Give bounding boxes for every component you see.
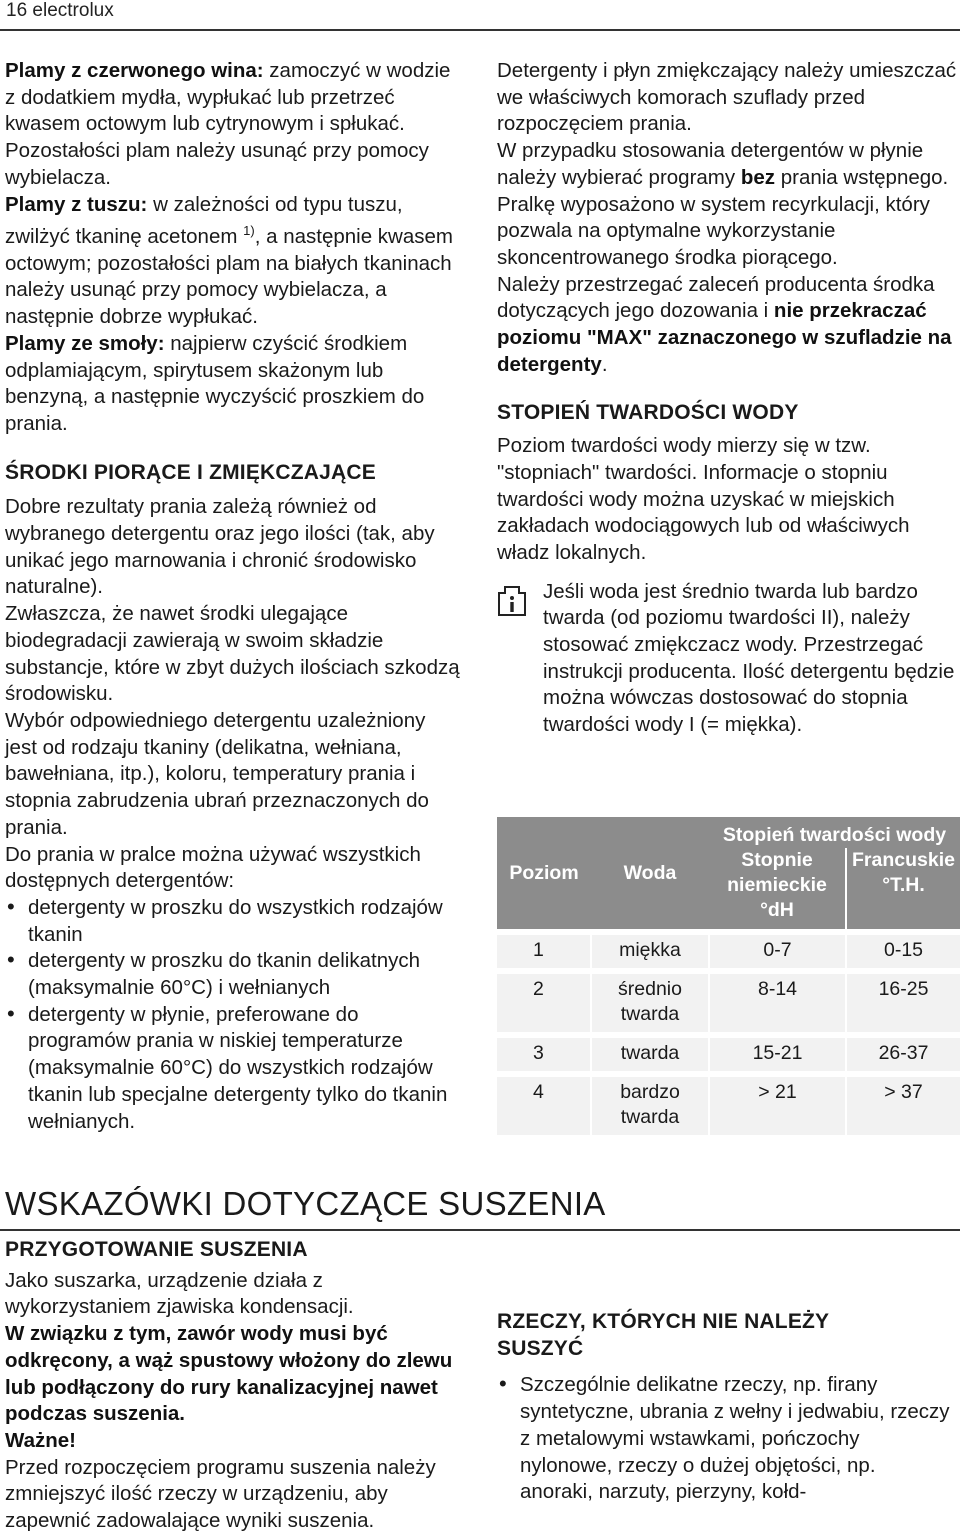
left-column	[5, 58, 460, 1135]
continuation-spacer	[497, 1237, 952, 1293]
table-cell: bardzo twarda	[591, 1074, 709, 1135]
table-header-group: Stopień twardości wody	[709, 817, 960, 848]
section-title-hardness: STOPIEŃ TWARDOŚCI WODY	[497, 401, 799, 425]
section-title-detergents: ŚRODKI PIORĄCE I ZMIĘKCZAJĄCE	[5, 460, 376, 484]
right-column	[497, 58, 960, 739]
page-number: 16	[6, 0, 28, 21]
paragraph-recirculation: Pralkę wyposażono w system recyrkulacji, który pozwala na optymalne wykorzystanie skoncentrowanego środka piorącego.	[497, 192, 930, 269]
paragraph-detergents-2: Zwłaszcza, że nawet środki ulegające biodegradacji zawierają w swoim składzie substancje, które w zbyt dużych ilościach szkodzą środowisku.	[5, 602, 460, 706]
do-not-dry-list	[497, 1372, 952, 1506]
info-icon	[497, 585, 527, 617]
paragraph-wine: Plamy z czerwonego wina: zamoczyć w wodzie z dodatkiem mydła, wypłukać lub przetrzeć kwasem octowym lub cytrynowym i spłukać. Pozostałości plam należy usunąć przy pomocy wybielacza.	[5, 59, 451, 189]
subsection-title-preparation: PRZYGOTOWANIE SUSZENIA	[5, 1238, 308, 1261]
table-row	[497, 1035, 960, 1074]
paragraph-detergents-4: Do prania w pralce można używać wszystkich dostępnych detergentów:	[5, 842, 421, 893]
paragraph-condensation: Jako suszarka, urządzenie działa z wykorzystaniem zjawiska kondensacji.	[5, 1268, 354, 1319]
list-item: • detergenty w proszku do tkanin delikatnych (maksymalnie 60°C) i wełnianych	[5, 948, 460, 1001]
table-cell: 0-15	[846, 932, 960, 971]
table-cell: 0-7	[709, 932, 846, 971]
table-cell: 4	[497, 1074, 591, 1135]
list-item: • detergenty w płynie, preferowane do programów prania w niskiej temperaturze (maksymalnie 60°C) do wszystkich rodzajów tkanin lub specjalne detergenty tylko do tkanin wełnianych.	[5, 1002, 460, 1136]
table-header-poziom: Poziom	[497, 817, 591, 932]
paragraph-detergents-1: Dobre rezultaty prania zależą również od wybranego detergentu oraz jego ilości (tak, aby unikać jego marnowania i chronić środowisko naturalne).	[5, 495, 435, 599]
table-row	[497, 1074, 960, 1135]
table-cell: miękka	[591, 932, 709, 971]
table-cell: 26-37	[846, 1035, 960, 1074]
paragraph-dispenser: Detergenty i płyn zmiękczający należy umieszczać we właściwych komorach szuflady przed rozpoczęciem prania.	[497, 59, 957, 136]
drying-right-column	[497, 1237, 952, 1506]
table-cell: twarda	[591, 1035, 709, 1074]
table-row	[497, 971, 960, 1035]
paragraph-tar: Plamy ze smoły: najpierw czyścić środkiem odplamiającym, spirytusem skażonym lub benzyną, a następnie wyczyścić proszkiem do prania.	[5, 331, 425, 435]
paragraph-ink: Plamy z tuszu: w zależności od typu tuszu, zwilżyć tkaninę acetonem $^{1)}$, a następnie kwasem octowym; pozostałości plam na białych tkaninach należy usunąć przy pomocy wybielacza, a następnie dobrze wypłukać.	[5, 192, 453, 329]
table-cell: > 21	[709, 1074, 846, 1135]
hardness-table	[497, 817, 960, 1135]
paragraph-liquid: W przypadku stosowania detergentów w płynie należy wybierać programy bez prania wstępnego.	[497, 139, 949, 189]
table-cell: 16-25	[846, 971, 960, 1035]
table-row	[497, 932, 960, 971]
list-item: • detergenty w proszku do wszystkich rodzajów tkanin	[5, 895, 460, 948]
info-text: Jeśli woda jest średnio twarda lub bardzo twarda (od poziomu twardości II), należy stosować zmiękczacz wody. Przestrzegać instrukcji producenta. Ilość detergentu będzie można wówczas dostosować do stopnia twardości wody I (= miękka).	[543, 579, 955, 737]
table-cell: 8-14	[709, 971, 846, 1035]
section-divider	[0, 1229, 960, 1231]
table-header-woda: Woda	[591, 817, 709, 932]
detergent-list	[5, 895, 460, 1135]
table-cell: 1	[497, 932, 591, 971]
table-cell: 2	[497, 971, 591, 1035]
paragraph-reduce-load: Przed rozpoczęciem programu suszenia należy zmniejszyć ilość rzeczy w urządzeniu, aby zapewnić zadowalające wyniki suszenia.	[5, 1455, 436, 1533]
list-item: • Szczególnie delikatne rzeczy, np. firany syntetyczne, ubrania z wełny i jedwabiu, rzeczy z metalowymi wstawkami, pończochy nylonowe, rzeczy o dużej objętości, np. anoraki, narzuty, pierzyny, kołd-	[497, 1372, 952, 1506]
table-header-dh: Stopnie niemieckie °dH	[709, 848, 846, 932]
important-label: Ważne!	[5, 1428, 76, 1452]
table-header-th: Francuskie °T.H.	[846, 848, 960, 932]
page-number-brand	[6, 0, 114, 22]
paragraph-dosage: Należy przestrzegać zaleceń producenta środka dotyczących jego dozowania i nie przekraczać poziomu "MAX" zaznaczonego w szufladzie na detergenty.	[497, 272, 952, 376]
table-cell: > 37	[846, 1074, 960, 1135]
table-cell: 15-21	[709, 1035, 846, 1074]
paragraph-water-valve: W związku z tym, zawór wody musi być odkręcony, a wąż spustowy włożony do zlewu lub podłączony do rury kanalizacyjnej nawet podczas suszenia.	[5, 1322, 453, 1426]
paragraph-hardness: Poziom twardości wody mierzy się w tzw. "stopniach" twardości. Informacje o stopniu twardości wody można uzyskać w miejskich zakładach wodociągowych lub od właściwych władz lokalnych.	[497, 434, 910, 564]
header-divider	[0, 29, 960, 31]
subsection-title-do-not-dry: RZECZY, KTÓRYCH NIE NALEŻY SUSZYĆ	[497, 1310, 829, 1360]
table-cell: średnio twarda	[591, 971, 709, 1035]
drying-left-column	[5, 1237, 465, 1535]
brand-name: electrolux	[32, 0, 114, 21]
paragraph-detergents-3: Wybór odpowiedniego detergentu uzależniony jest od rodzaju tkaniny (delikatna, wełniana, bawełniana, itp.), koloru, temperatury prania i stopnia zabrudzenia ubrań przeznaczonych do prania.	[5, 709, 429, 839]
info-note	[497, 579, 960, 739]
drying-section-title: WSKAZÓWKI DOTYCZĄCE SUSZENIA	[5, 1185, 606, 1222]
table-cell: 3	[497, 1035, 591, 1074]
